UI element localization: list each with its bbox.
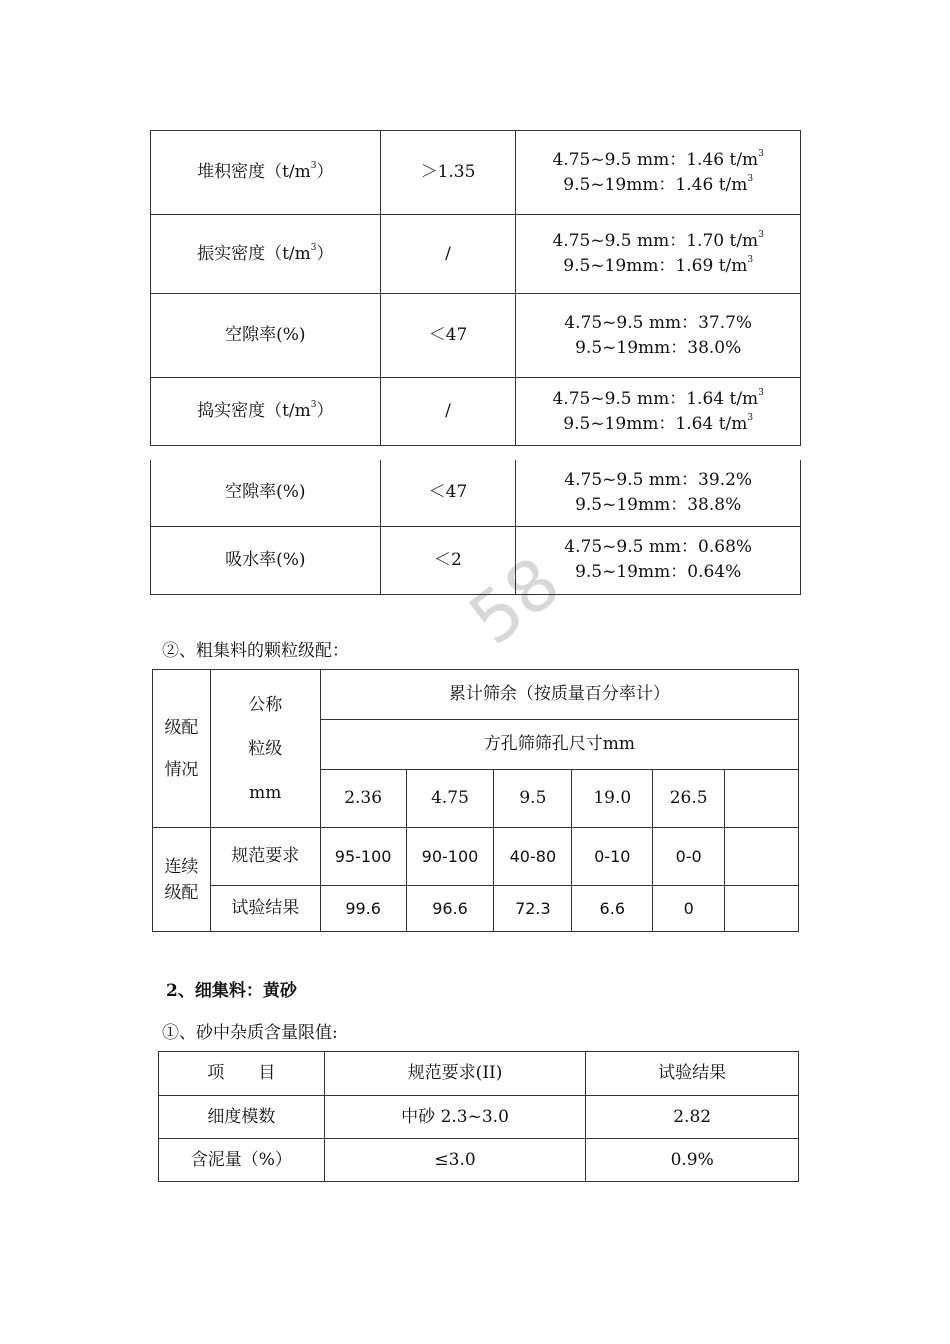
spec-value bbox=[725, 828, 799, 886]
sieve-size: 4.75 bbox=[406, 770, 494, 828]
property-name: 捣实密度$(t/m^3)$ bbox=[151, 378, 381, 446]
table-row bbox=[151, 215, 801, 294]
result-value: 2.82 bbox=[586, 1096, 799, 1139]
coarse-aggregate-density-table-continued bbox=[150, 460, 801, 595]
sieve-size: 26.5 bbox=[653, 770, 725, 828]
result-value bbox=[725, 886, 799, 932]
sieve-size bbox=[725, 770, 799, 828]
header-spec: 规范要求(II) bbox=[324, 1052, 586, 1096]
continuous-grade-label: 连续 级配 bbox=[153, 828, 211, 932]
requirement-value: ＜2 bbox=[380, 526, 516, 594]
result-value: 96.6 bbox=[406, 886, 494, 932]
spec-value: 90-100 bbox=[406, 828, 494, 886]
sieve-size: 19.0 bbox=[572, 770, 653, 828]
sieve-header: 方孔筛筛孔尺寸mm bbox=[320, 720, 798, 770]
requirement-value: ＜47 bbox=[380, 294, 516, 378]
spec-label: 规范要求 bbox=[210, 828, 320, 886]
test-result: 4.75~9.5 mm：0.68% 9.5~19mm：0.64% bbox=[516, 526, 801, 594]
requirement-value: / bbox=[380, 215, 516, 294]
coarse-aggregate-density-table bbox=[150, 130, 801, 446]
spec-value: ≤3.0 bbox=[324, 1139, 586, 1182]
item-name: 细度模数 bbox=[159, 1096, 325, 1139]
table-row bbox=[151, 378, 801, 446]
table-row bbox=[151, 526, 801, 594]
nominal-size-label: 公称 粒级 mm bbox=[210, 670, 320, 828]
property-name: 堆积密度$(t/m^3)$ bbox=[151, 131, 381, 215]
table-row bbox=[153, 828, 799, 886]
property-name: 振实密度$(t/m^3)$ bbox=[151, 215, 381, 294]
item-name: 含泥量（%） bbox=[159, 1139, 325, 1182]
spec-value: 95-100 bbox=[320, 828, 406, 886]
table-header-row bbox=[159, 1052, 799, 1096]
header-item: 项 目 bbox=[159, 1052, 325, 1096]
test-result: 4.75~9.5 mm：1.46 $t/m^3$ 9.5~19mm：1.46 $t/m^3$ bbox=[516, 131, 801, 215]
requirement-value: ＞1.35 bbox=[380, 131, 516, 215]
section-heading-coarse-grading: ②、粗集料的颗粒级配： bbox=[162, 641, 349, 661]
table-row bbox=[151, 460, 801, 526]
spec-value: 0-10 bbox=[572, 828, 653, 886]
table-row bbox=[151, 294, 801, 378]
result-value: 0 bbox=[653, 886, 725, 932]
property-name: 空隙率(%) bbox=[151, 294, 381, 378]
watermark: 58 bbox=[454, 541, 575, 661]
result-label: 试验结果 bbox=[210, 886, 320, 932]
sieve-size: 2.36 bbox=[320, 770, 406, 828]
test-result: 4.75~9.5 mm：37.7% 9.5~19mm：38.0% bbox=[516, 294, 801, 378]
property-name: 吸水率(%) bbox=[151, 526, 381, 594]
table-row bbox=[159, 1139, 799, 1182]
test-result: 4.75~9.5 mm：1.64 $t/m^3$ 9.5~19mm：1.64 $t/m^3$ bbox=[516, 378, 801, 446]
table-row bbox=[153, 886, 799, 932]
test-result: 4.75~9.5 mm：39.2% 9.5~19mm：38.8% bbox=[516, 460, 801, 526]
spec-value: 0-0 bbox=[653, 828, 725, 886]
spec-value: 中砂 2.3~3.0 bbox=[324, 1096, 586, 1139]
result-value: 0.9% bbox=[586, 1139, 799, 1182]
requirement-value: / bbox=[380, 378, 516, 446]
sieve-size: 9.5 bbox=[494, 770, 572, 828]
table-row bbox=[153, 670, 799, 720]
section-heading-fine-aggregate: 2、细集料：黄砂 bbox=[166, 981, 297, 1001]
spec-value: 40-80 bbox=[494, 828, 572, 886]
table-row bbox=[151, 131, 801, 215]
result-value: 72.3 bbox=[494, 886, 572, 932]
coarse-grading-table bbox=[152, 669, 799, 932]
test-result: 4.75~9.5 mm：1.70 $t/m^3$ 9.5~19mm：1.69 $t/m^3$ bbox=[516, 215, 801, 294]
sand-impurity-table bbox=[158, 1051, 799, 1182]
property-name: 空隙率(%) bbox=[151, 460, 381, 526]
section-heading-sand-impurities: ①、砂中杂质含量限值: bbox=[162, 1023, 338, 1043]
requirement-value: ＜47 bbox=[380, 460, 516, 526]
header-result: 试验结果 bbox=[586, 1052, 799, 1096]
grade-label: 级配 情况 bbox=[153, 670, 211, 828]
table-row bbox=[159, 1096, 799, 1139]
result-value: 99.6 bbox=[320, 886, 406, 932]
result-value: 6.6 bbox=[572, 886, 653, 932]
cumulative-header: 累计筛余（按质量百分率计） bbox=[320, 670, 798, 720]
